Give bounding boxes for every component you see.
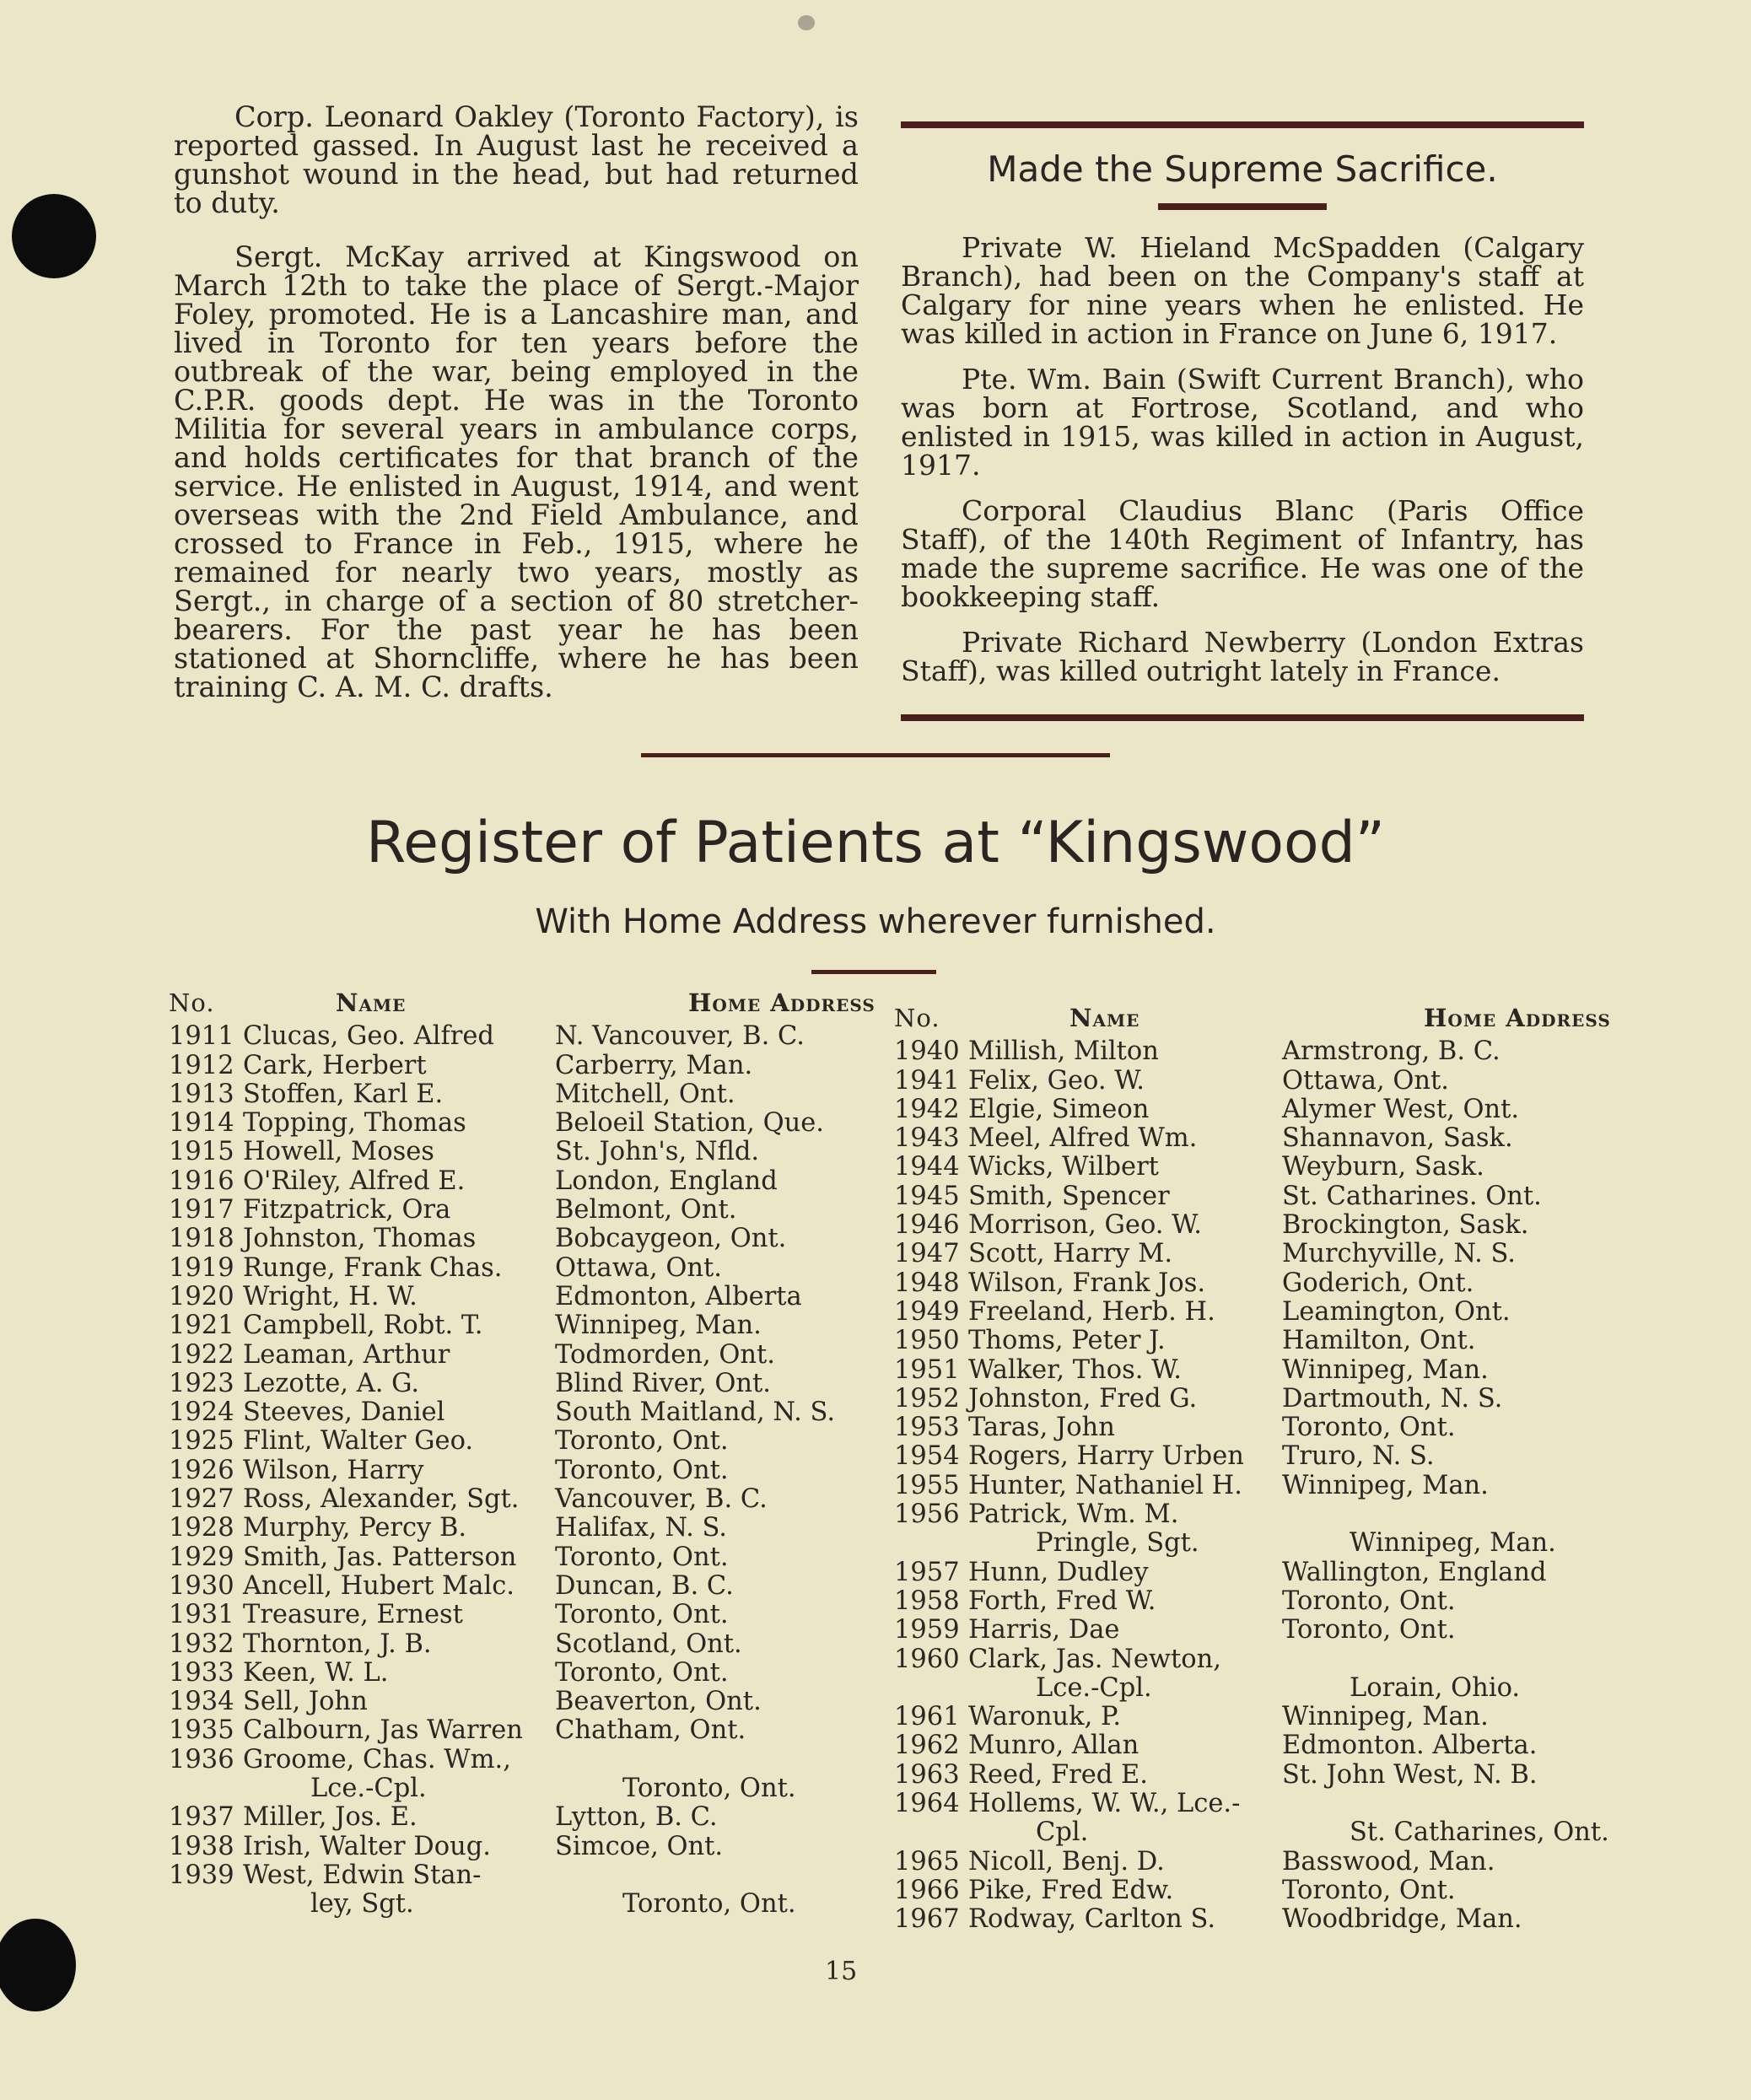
patient-address: Halifax, N. S. [555,1513,727,1543]
patient-name: Hunter, Nathaniel H. [968,1470,1242,1500]
patient-name: Patrick, Wm. M. [968,1500,1179,1530]
table-row [894,1240,1744,1268]
table-row [894,1645,1744,1674]
table-row [169,1167,992,1196]
oakley-paragraph: Corp. Leonard Oakley (Toronto Factory), is reported gassed. In August last he received a gunshot wound in the head, but had returned to duty. [174,100,859,219]
patient-address: Vancouver, B. C. [555,1484,768,1515]
patient-address: Toronto, Ont. [555,1455,729,1485]
table-row [894,1356,1744,1385]
patient-address: St. John West, N. B. [1282,1759,1538,1790]
table-row [169,1052,992,1080]
patient-name: Miller, Jos. E. [243,1802,418,1833]
table-row [169,1543,992,1572]
patient-address: Blind River, Ont. [555,1368,772,1398]
patient-address: Todmorden, Ont. [555,1339,775,1370]
table-row [169,1630,992,1659]
table-row [894,1211,1744,1240]
patient-name: Johnston, Thomas [243,1224,477,1254]
table-row [894,1413,1744,1442]
patient-no: 1922 [169,1339,234,1370]
patient-no: 1950 [894,1326,960,1356]
patient-name: Sell, John [243,1687,368,1717]
patient-address: Toronto, Ont. [555,1542,729,1572]
patient-name: Harris, Dae [968,1615,1120,1645]
table-row [169,1688,992,1716]
patient-name: Clucas, Geo. Alfred [243,1021,494,1052]
header-address: Home Address [688,988,876,1017]
patient-no: 1918 [169,1224,234,1254]
table-row [169,1225,992,1253]
patient-no [169,1890,243,1919]
patient-no: 1945 [894,1181,960,1211]
patient-address: Toronto, Ont. [622,1889,796,1920]
patient-no: 1958 [894,1586,960,1616]
patient-address: Toronto, Ont. [622,1774,796,1804]
patient-no: 1915 [169,1137,234,1167]
paper-speck [798,15,815,30]
table-row [894,1674,1744,1703]
patient-address: Basswood, Man. [1282,1846,1495,1877]
patient-no: 1917 [169,1195,234,1225]
patient-name: Calbourn, Jas Warren [243,1715,523,1746]
table-row [894,1790,1744,1818]
patient-no: 1953 [894,1413,960,1443]
patient-address: Murchyville, N. S. [1282,1239,1516,1269]
binder-hole-bottom [0,1919,76,2011]
patient-no: 1951 [894,1354,960,1385]
table-row [894,1472,1744,1500]
patient-name: Flint, Walter Geo. [243,1426,474,1457]
patient-name: Thoms, Peter J. [968,1326,1166,1356]
patient-address: Lorain, Ohio. [1350,1672,1521,1703]
table-row [894,1298,1744,1327]
table-row [169,1659,992,1688]
patient-no: 1931 [169,1600,234,1630]
patient-address: Carberry, Man. [555,1050,753,1080]
patient-no: 1936 [169,1744,234,1774]
patient-address: Edmonton, Alberta [555,1281,802,1311]
patient-no: 1925 [169,1426,234,1457]
patient-no: 1955 [894,1470,960,1500]
patient-address: Wallington, England [1282,1557,1547,1587]
patient-address: Winnipeg, Man. [1282,1702,1489,1732]
patient-no: 1946 [894,1210,960,1241]
patient-no: 1954 [894,1441,960,1472]
patient-name: Freeland, Herb. H. [968,1296,1215,1327]
table-row [894,1385,1744,1413]
table-row [169,1457,992,1485]
header-name: Name [336,988,407,1017]
table-row [169,1254,992,1283]
table-row [894,1587,1744,1616]
patient-address: Beaverton, Ont. [555,1687,762,1717]
patient-name: Taras, John [968,1413,1115,1443]
table-row [894,1761,1744,1790]
patient-address: Edmonton. Alberta. [1282,1731,1538,1761]
patient-address: Toronto, Ont. [555,1657,729,1688]
patient-address: St. Catharines, Ont. [1350,1817,1609,1848]
table-row [169,1196,992,1225]
patient-no: 1924 [169,1397,234,1428]
patient-no: 1952 [894,1383,960,1413]
patient-no: 1937 [169,1802,234,1833]
patient-name: Thornton, J. B. [243,1629,432,1659]
table-row [894,1269,1744,1298]
table-row [169,1774,992,1803]
patient-no: 1929 [169,1542,234,1572]
patient-name: Clark, Jas. Newton, [968,1644,1221,1674]
patient-address: Scotland, Ont. [555,1629,742,1659]
table-row [169,1803,992,1832]
patient-no: 1919 [169,1252,234,1283]
patient-address: Goderich, Ont. [1282,1268,1474,1298]
table-row [894,1037,1744,1066]
patient-address: Lytton, B. C. [555,1802,718,1833]
patient-name: Fitzpatrick, Ora [243,1195,451,1225]
table-row [169,1514,992,1543]
patient-name: Runge, Frank Chas. [243,1252,503,1283]
section-divider [641,753,1110,757]
sacrifice-heading: Made the Supreme Sacrifice. [987,148,1498,190]
patient-no: 1948 [894,1268,960,1298]
patient-name: Hunn, Dudley [968,1557,1149,1587]
patient-name: Waronuk, P. [968,1702,1122,1732]
table-row [894,1731,1744,1760]
patient-address: London, England [555,1166,778,1196]
patient-address: Toronto, Ont. [1282,1615,1456,1645]
patient-address: Belmont, Ont. [555,1195,737,1225]
table-header [169,988,992,1017]
patient-address: Winnipeg, Man. [1350,1528,1556,1559]
patient-name: Pringle, Sgt. [1036,1528,1199,1559]
patient-address: Brockington, Sask. [1282,1210,1529,1241]
patient-address: Winnipeg, Man. [555,1311,762,1341]
patient-address: Armstrong, B. C. [1282,1037,1500,1067]
binder-hole-top [12,194,96,278]
table-row [894,1877,1744,1905]
patient-name: West, Edwin Stan- [243,1860,482,1890]
sacrifice-paragraph: Pte. Wm. Bain (Swift Current Branch), who was born at Fortrose, Scotland, and who enlisted in 1915, was killed in action in August, 1917. [901,363,1584,482]
patient-name: Morrison, Geo. W. [968,1210,1202,1241]
table-row [894,1124,1744,1153]
table-row [169,1746,992,1774]
patient-name: Howell, Moses [243,1137,434,1167]
patient-no: 1966 [894,1875,960,1905]
bottom-rule [901,714,1584,721]
table-row [894,1182,1744,1211]
table-row [894,1848,1744,1877]
table-row [169,1427,992,1456]
patient-address [555,1746,859,1774]
patient-name: Treasure, Ernest [243,1600,463,1630]
patient-name: Hollems, W. W., Lce.- [968,1789,1241,1819]
register-title: Register of Patients at “Kingswood” [365,810,1386,876]
patient-table-left [169,988,992,1920]
patient-name: Lce.-Cpl. [310,1774,427,1804]
patient-address: Ottawa, Ont. [1282,1065,1449,1096]
patient-name: Groome, Chas. Wm., [243,1744,511,1774]
patient-name: Forth, Fred W. [968,1586,1156,1616]
patient-no: 1960 [894,1644,960,1674]
table-row [169,1861,992,1890]
patient-address: Toronto, Ont. [555,1426,729,1457]
patient-no: 1944 [894,1152,960,1182]
patient-name: Munro, Allan [968,1731,1139,1761]
patient-name: Elgie, Simeon [968,1094,1150,1124]
patient-no [894,1818,968,1847]
header-no: No. [169,988,215,1017]
patient-name: Lezotte, A. G. [243,1368,420,1398]
patient-name: Meel, Alfred Wm. [968,1123,1198,1154]
patient-no: 1926 [169,1455,234,1485]
patient-no: 1943 [894,1123,960,1154]
subtitle-rule [811,970,936,974]
patient-table-right [894,1004,1744,1935]
patient-name: Ancell, Hubert Malc. [243,1570,515,1601]
patient-name: Wicks, Wilbert [968,1152,1159,1182]
patient-address: Alymer West, Ont. [1282,1094,1520,1124]
patient-address: N. Vancouver, B. C. [555,1021,805,1052]
patient-no [894,1674,968,1703]
patient-name: Irish, Walter Doug. [243,1831,491,1861]
table-row [169,1109,992,1138]
patient-no: 1935 [169,1715,234,1746]
patient-no [169,1774,243,1803]
table-row [169,1572,992,1601]
patient-name: Scott, Harry M. [968,1239,1173,1269]
patient-no: 1941 [894,1065,960,1096]
patient-name: Campbell, Robt. T. [243,1311,483,1341]
patient-no: 1957 [894,1557,960,1587]
table-row [169,1370,992,1398]
top-rule [901,121,1584,128]
patient-address: Leamington, Ont. [1282,1296,1511,1327]
patient-name: Stoffen, Karl E. [243,1079,444,1109]
patient-address: Dartmouth, N. S. [1282,1383,1503,1413]
table-header [894,1004,1744,1032]
patient-no: 1959 [894,1615,960,1645]
patient-address: Beloeil Station, Que. [555,1108,824,1139]
patient-name: Pike, Fred Edw. [968,1875,1174,1905]
patient-name: O'Riley, Alfred E. [243,1166,466,1196]
patient-address: Weyburn, Sask. [1282,1152,1484,1182]
page-number: 15 [825,1957,858,1986]
header-address: Home Address [1424,1004,1611,1032]
patient-address: Toronto, Ont. [1282,1875,1456,1905]
patient-no: 1913 [169,1079,234,1109]
patient-address: Ottawa, Ont. [555,1252,722,1283]
patient-no: 1920 [169,1281,234,1311]
table-row [894,1067,1744,1096]
table-row [894,1559,1744,1587]
patient-address [1282,1790,1603,1818]
patient-no: 1927 [169,1484,234,1515]
news-column [174,100,859,727]
patient-no: 1914 [169,1108,234,1139]
patient-no: 1938 [169,1831,234,1861]
patient-address: St. John's, Nfld. [555,1137,760,1167]
patient-no: 1942 [894,1094,960,1124]
patient-name: ley, Sgt. [310,1889,414,1920]
patient-name: Wilson, Frank Jos. [968,1268,1206,1298]
patient-address: Toronto, Ont. [1282,1413,1456,1443]
patient-name: Wright, H. W. [243,1281,418,1311]
patient-name: Johnston, Fred G. [968,1383,1198,1413]
patient-name: Smith, Jas. Patterson [243,1542,517,1572]
patient-no: 1961 [894,1702,960,1732]
patient-address: Hamilton, Ont. [1282,1326,1476,1356]
table-row [894,1153,1744,1182]
header-name: Name [1069,1004,1140,1032]
patient-no: 1940 [894,1037,960,1067]
table-row [169,1022,992,1051]
patient-no: 1911 [169,1021,234,1052]
patient-address [555,1861,859,1890]
patient-name: Millish, Milton [968,1037,1159,1067]
table-row [894,1818,1744,1847]
table-row [894,1703,1744,1731]
patient-no [894,1529,968,1558]
patient-no: 1934 [169,1687,234,1717]
patient-name: Felix, Geo. W. [968,1065,1145,1096]
patient-address: Mitchell, Ont. [555,1079,735,1109]
table-row [169,1601,992,1629]
patient-no: 1930 [169,1570,234,1601]
table-row [169,1716,992,1745]
patient-no: 1956 [894,1500,960,1530]
table-row [894,1500,1744,1529]
table-row [894,1529,1744,1558]
patient-no: 1932 [169,1629,234,1659]
patient-no: 1933 [169,1657,234,1688]
sacrifice-paragraph: Private Richard Newberry (London Extras Staff), was killed outright lately in France. [901,626,1584,687]
patient-name: Cark, Herbert [243,1050,427,1080]
patient-name: Steeves, Daniel [243,1397,445,1428]
patient-address: Truro, N. S. [1282,1441,1435,1472]
patient-name: Nicoll, Benj. D. [968,1846,1165,1877]
table-row [169,1080,992,1109]
patient-address: Toronto, Ont. [555,1600,729,1630]
patient-name: Reed, Fred E. [968,1759,1148,1790]
patient-name: Cpl. [1036,1817,1089,1848]
patient-name: Keen, W. L. [243,1657,389,1688]
patient-no: 1965 [894,1846,960,1877]
patient-name: Rogers, Harry Urben [968,1441,1244,1472]
heading-rule [1158,203,1327,210]
patient-no: 1912 [169,1050,234,1080]
patient-name: Leaman, Arthur [243,1339,450,1370]
table-row [169,1283,992,1311]
patient-address: Woodbridge, Man. [1282,1904,1522,1935]
patient-no: 1947 [894,1239,960,1269]
patient-no: 1963 [894,1759,960,1790]
patient-address: Bobcaygeon, Ont. [555,1224,787,1254]
patient-address [1282,1645,1603,1674]
table-row [894,1442,1744,1471]
table-row [169,1890,992,1919]
patient-address: Shannavon, Sask. [1282,1123,1513,1154]
patient-no: 1939 [169,1860,234,1890]
patient-no: 1949 [894,1296,960,1327]
patient-name: Rodway, Carlton S. [968,1904,1216,1935]
patient-address: Simcoe, Ont. [555,1831,724,1861]
patient-no: 1923 [169,1368,234,1398]
patient-name: Walker, Thos. W. [968,1354,1182,1385]
patient-no: 1962 [894,1731,960,1761]
sacrifice-paragraph: Private W. Hieland McSpadden (Calgary Branch), had been on the Company's staff at Calgary for nine years when he enlisted. He was killed in action in France on June 6, 1917. [901,231,1584,350]
patient-address: St. Catharines. Ont. [1282,1181,1542,1211]
patient-name: Murphy, Percy B. [243,1513,467,1543]
table-row [169,1311,992,1340]
table-row [169,1485,992,1514]
patient-no: 1921 [169,1311,234,1341]
patient-address: Winnipeg, Man. [1282,1354,1489,1385]
patient-no: 1916 [169,1166,234,1196]
patient-address: Duncan, B. C. [555,1570,734,1601]
header-no: No. [894,1004,940,1032]
register-subtitle: With Home Address wherever furnished. [535,902,1216,941]
patient-address: South Maitland, N. S. [555,1397,836,1428]
sacrifice-paragraph: Corporal Claudius Blanc (Paris Office Staff), of the 140th Regiment of Infantry, has made the supreme sacrifice. He was one of the bookkeeping staff. [901,494,1584,613]
table-row [169,1833,992,1861]
patient-address: Winnipeg, Man. [1282,1470,1489,1500]
patient-address [1282,1500,1603,1529]
patient-name: Ross, Alexander, Sgt. [243,1484,520,1515]
patient-name: Lce.-Cpl. [1036,1672,1152,1703]
patient-no: 1964 [894,1789,960,1819]
patient-name: Wilson, Harry [243,1455,424,1485]
patient-no: 1928 [169,1513,234,1543]
mckay-paragraph: Sergt. McKay arrived at Kingswood on March 12th to take the place of Sergt.-Major Foley, promoted. He is a Lancashire man, and lived in Toronto for ten years before the outbreak of the war, being employed in the C.P.R. goods dept. He was in the Toronto Militia for several years in ambulance corps, and holds certificates for that branch of the service. He enlisted in August, 1914, and went overseas with the 2nd Field Ambulance, and crossed to France in Feb., 1915, where he remained for nearly two years, mostly as Sergt., in charge of a section of 80 stretcher-bearers. For the past year he has been stationed at Shorncliffe, where he has been training C. A. M. C. drafts. [174,240,859,703]
table-row [894,1905,1744,1934]
patient-name: Topping, Thomas [243,1108,466,1139]
table-row [894,1616,1744,1645]
patient-name: Smith, Spencer [968,1181,1170,1211]
patient-no: 1967 [894,1904,960,1935]
table-row [169,1341,992,1370]
table-row [169,1138,992,1166]
table-row [894,1327,1744,1355]
patient-address: Toronto, Ont. [1282,1586,1456,1616]
table-row [894,1096,1744,1124]
sacrifice-box [901,121,1584,721]
patient-address: Chatham, Ont. [555,1715,746,1746]
table-row [169,1398,992,1427]
